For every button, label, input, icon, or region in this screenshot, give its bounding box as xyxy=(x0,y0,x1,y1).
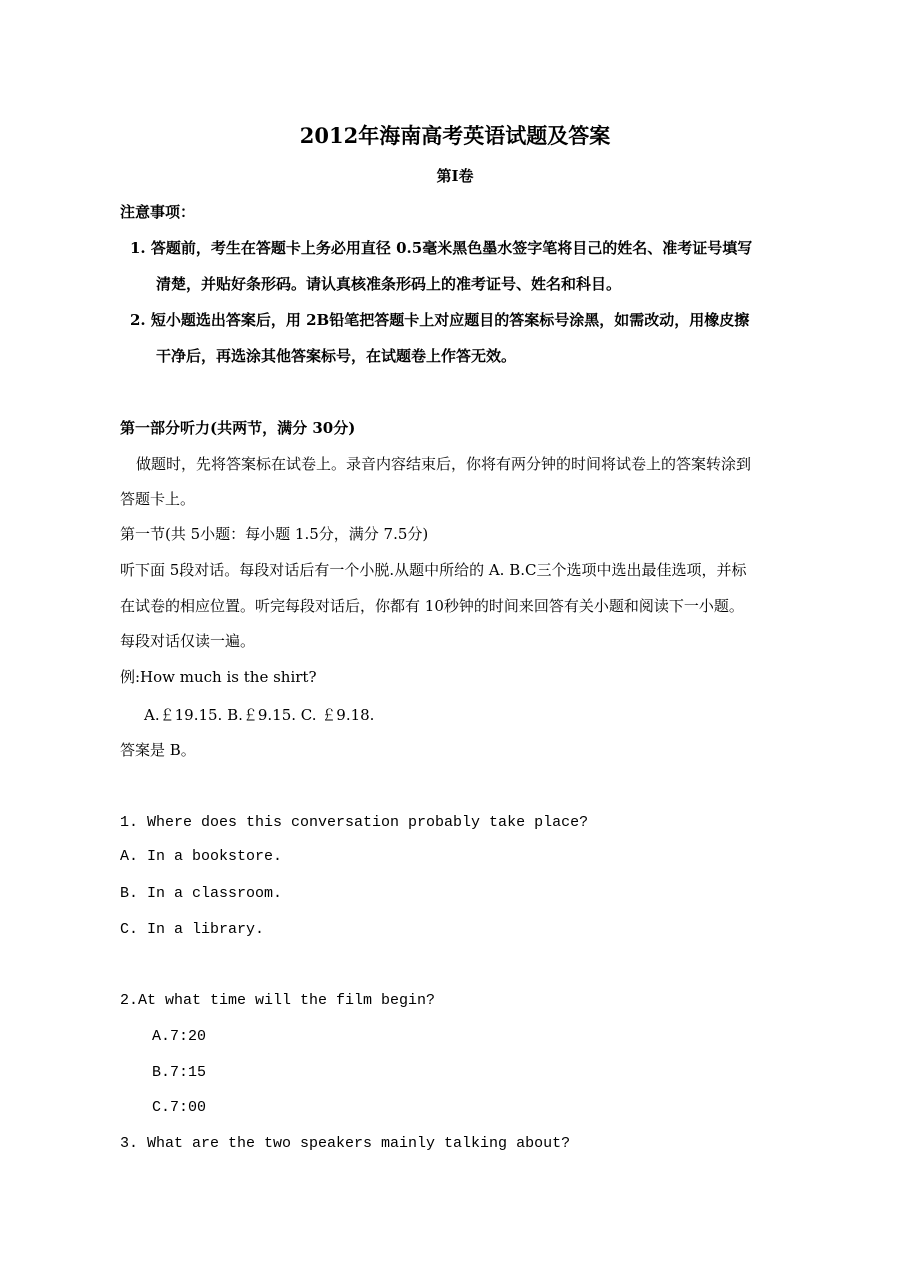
example-options: A.￡19.15. B.￡9.15. C. ￡9.18. xyxy=(144,706,375,724)
part1-intro-line-1: 做题时，先将答案标在试卷上。录音内容结束后，你将有两分钟的时间将试卷上的答案转涂到 xyxy=(136,455,752,473)
part1-intro-line-2: 答题卡上。 xyxy=(120,490,196,508)
question-1-option-c: C. In a library. xyxy=(120,921,265,938)
example-question: 例:How much is the shirt? xyxy=(120,668,317,686)
notice-item-2-line-1: 2. 短小题选出答案后，用 2B铅笔把答题卡上对应题目的答案标号涂黑，如需改动，用橡皮擦 xyxy=(130,311,750,329)
question-1: 1. Where does this conversation probably take place? xyxy=(120,814,589,831)
section1-instr-line-1: 听下面 5段对话。每段对话后有一个小脱.从题中所给的 A. B.C三个选项中选出最佳选项，并标 xyxy=(120,561,747,579)
volume-label: 第Ⅰ卷 xyxy=(436,167,474,185)
section1-instr-line-2: 在试卷的相应位置。听完每段对话后，你都有 10秒钟的时间来回答有关小题和阅读下一小题。 xyxy=(120,597,744,615)
question-1-option-a: A. In a bookstore. xyxy=(120,848,283,865)
question-2-option-a: A.7:20 xyxy=(152,1028,207,1045)
question-1-option-b: B. In a classroom. xyxy=(120,885,283,902)
question-2: 2.At what time will the film begin? xyxy=(120,992,436,1009)
page-title: 2012年海南高考英语试题及答案 xyxy=(299,123,611,148)
question-2-option-b: B.7:15 xyxy=(152,1064,207,1081)
notice-item-1-line-1: 1. 答题前，考生在答题卡上务必用直径 0.5毫米黑色墨水签字笔将目己的姓名、准考证号填写 xyxy=(130,239,753,257)
question-2-option-c: C.7:00 xyxy=(152,1099,207,1116)
example-answer: 答案是 B。 xyxy=(120,741,196,759)
question-3: 3. What are the two speakers mainly talking about? xyxy=(120,1135,571,1152)
section1-instr-line-3: 每段对话仅读一遍。 xyxy=(120,632,256,650)
notice-item-1-line-2: 清楚，并贴好条形码。请认真核准条形码上的准考证号、姓名和科目。 xyxy=(156,275,622,293)
notice-item-2-line-2: 干净后，再选涂其他答案标号，在试题卷上作答无效。 xyxy=(156,347,517,365)
section1-heading: 第一节(共 5小题：每小题 1.5分，满分 7.5分) xyxy=(120,525,429,543)
part1-heading: 第一部分听力(共两节，满分 30分) xyxy=(120,419,356,437)
notice-heading: 注意事项： xyxy=(120,203,196,221)
